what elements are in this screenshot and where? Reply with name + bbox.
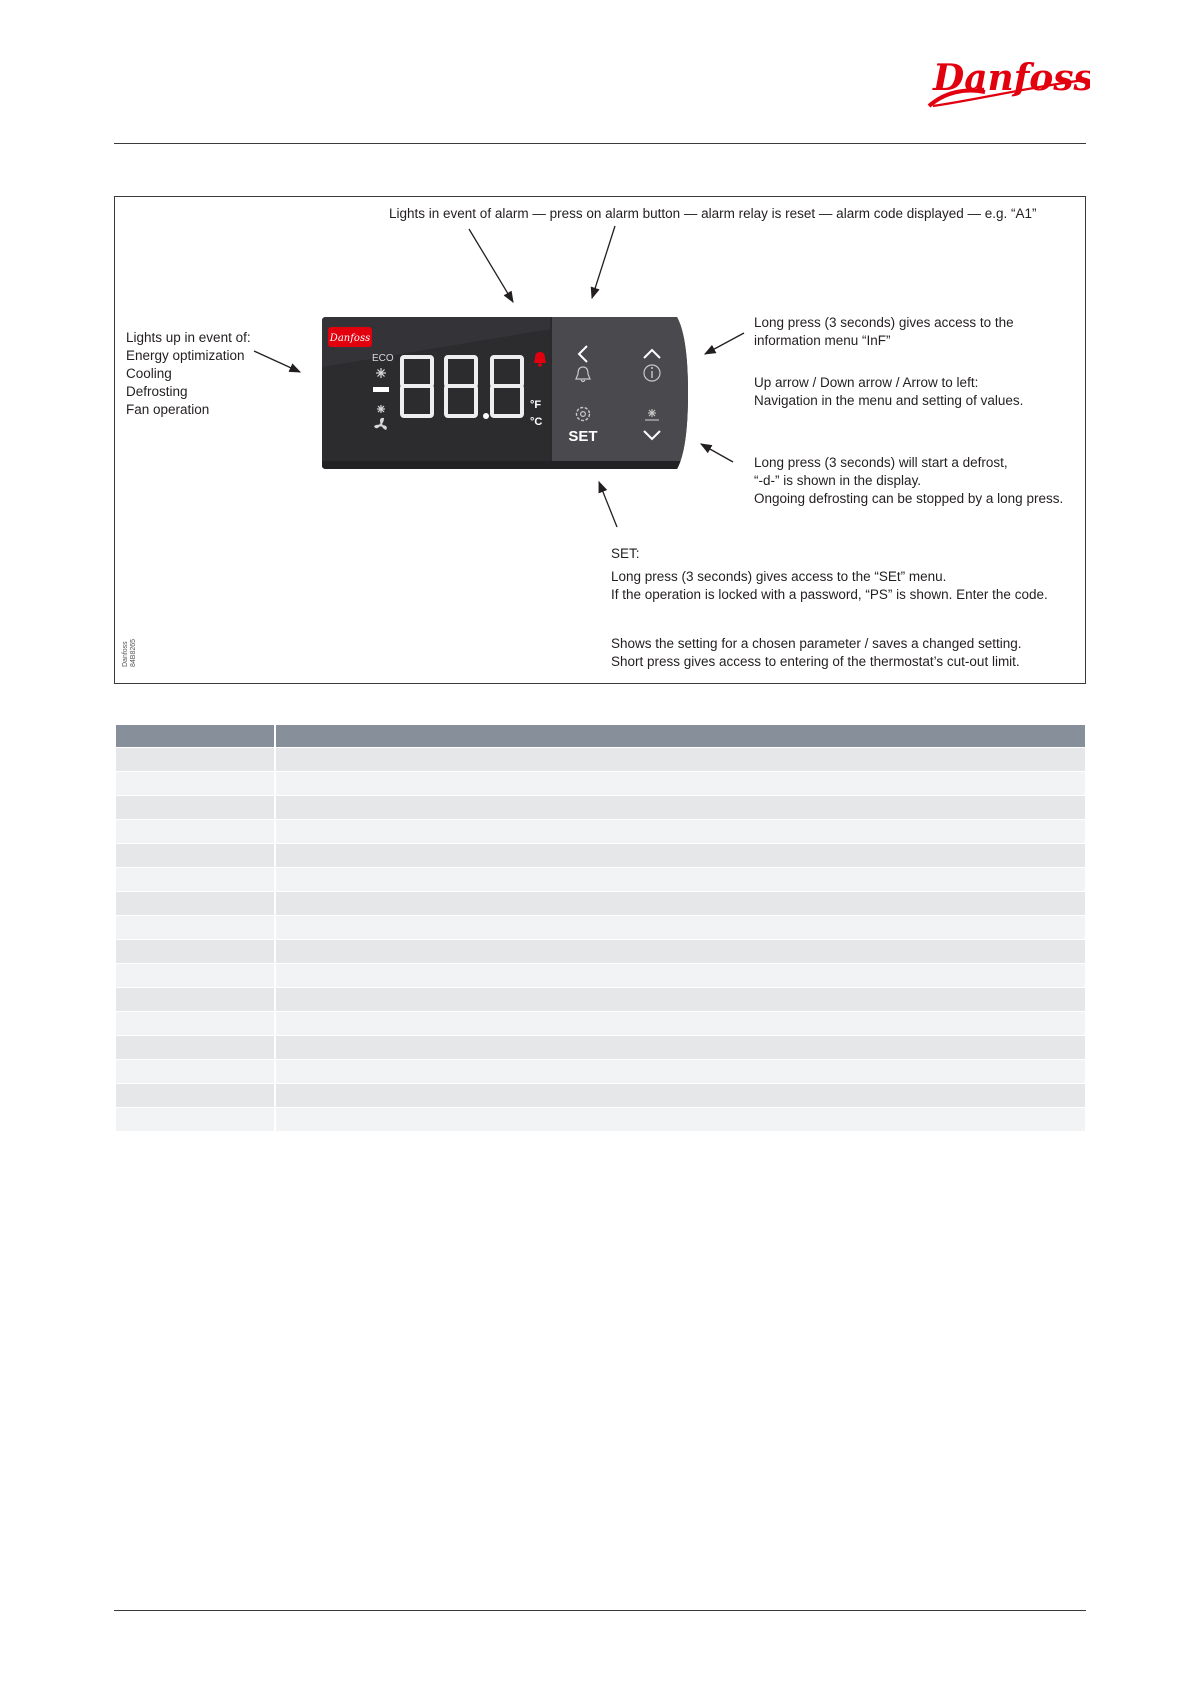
table-row xyxy=(116,891,1085,915)
left-label xyxy=(126,329,251,419)
nav-label-line-2: Navigation in the menu and setting of values. xyxy=(754,393,1024,408)
danfoss-logo-graphic xyxy=(925,48,1090,113)
danfoss-logo xyxy=(925,48,1090,113)
defrost-icon xyxy=(377,405,385,413)
defrost-label-line-2: “-d-” is shown in the display. xyxy=(754,473,922,488)
controller-device xyxy=(322,317,688,469)
table-header xyxy=(116,725,1085,747)
set-button-label: SET xyxy=(568,428,598,445)
figure-code-brand: Danfoss xyxy=(122,641,129,667)
left-label-item-fan: Fan operation xyxy=(126,402,210,417)
table-row xyxy=(116,963,1085,987)
shows-label xyxy=(611,635,1022,671)
table-row xyxy=(116,1011,1085,1035)
table-row xyxy=(116,1083,1085,1107)
table-row xyxy=(116,987,1085,1011)
nav-label xyxy=(754,374,1023,410)
defrost-label-line-1: Long press (3 seconds) will start a defrost, xyxy=(754,455,1008,470)
table-row xyxy=(116,771,1085,795)
table-header-cell-1 xyxy=(116,725,276,747)
left-label-heading: Lights up in event of: xyxy=(126,330,251,345)
table-row xyxy=(116,1035,1085,1059)
eco-indicator: ECO xyxy=(372,353,394,364)
info-label xyxy=(754,314,1014,350)
defrost-label xyxy=(754,454,1063,508)
defrost-label-line-3: Ongoing defrosting can be stopped by a long press. xyxy=(754,491,1064,506)
set-heading: SET: xyxy=(611,546,640,561)
table-row xyxy=(116,1059,1085,1083)
figure-code xyxy=(122,639,138,667)
svg-text:Danfoss: Danfoss xyxy=(933,57,1090,99)
table-row xyxy=(116,867,1085,891)
parameter-table xyxy=(116,725,1085,1131)
device-logo xyxy=(328,327,372,347)
svg-text:Danfoss: Danfoss xyxy=(329,333,371,344)
table-row xyxy=(116,843,1085,867)
left-label-item-cooling: Cooling xyxy=(126,366,172,381)
info-label-line-1: Long press (3 seconds) gives access to the xyxy=(754,315,1014,330)
unit-fahrenheit: °F xyxy=(530,399,542,411)
table-row xyxy=(116,915,1085,939)
alarm-label: Lights in event of alarm — press on alarm button — alarm relay is reset — alarm code displayed — e.g. “A1” xyxy=(389,206,1037,221)
controller-graphic xyxy=(322,317,688,469)
set-label-line-2: If the operation is locked with a password, “PS” is shown. Enter the code. xyxy=(611,587,1048,602)
unit-celsius: °C xyxy=(530,416,543,428)
table-row xyxy=(116,795,1085,819)
nav-label-line-1: Up arrow / Down arrow / Arrow to left: xyxy=(754,375,979,390)
table-row xyxy=(116,939,1085,963)
minus-segment xyxy=(373,387,389,392)
info-label-line-2: information menu “InF” xyxy=(754,333,891,348)
footer-rule xyxy=(114,1610,1086,1611)
table-row xyxy=(116,819,1085,843)
figure-code-number: 84B8265 xyxy=(130,638,137,667)
set-label xyxy=(611,568,1048,604)
decimal-point xyxy=(483,413,489,419)
set-label-line-1: Long press (3 seconds) gives access to the “SEt” menu. xyxy=(611,569,947,584)
table-row xyxy=(116,747,1085,771)
left-label-item-defrosting: Defrosting xyxy=(126,384,188,399)
shows-label-line-1: Shows the setting for a chosen parameter / saves a changed setting. xyxy=(611,636,1022,651)
shows-label-line-2: Short press gives access to entering of the thermostat’s cut-out limit. xyxy=(611,654,1020,669)
left-label-item-energy: Energy optimization xyxy=(126,348,245,363)
table-row xyxy=(116,1107,1085,1131)
cooling-icon xyxy=(376,368,386,378)
header-rule xyxy=(114,143,1086,144)
table-header-cell-2 xyxy=(276,725,1085,747)
